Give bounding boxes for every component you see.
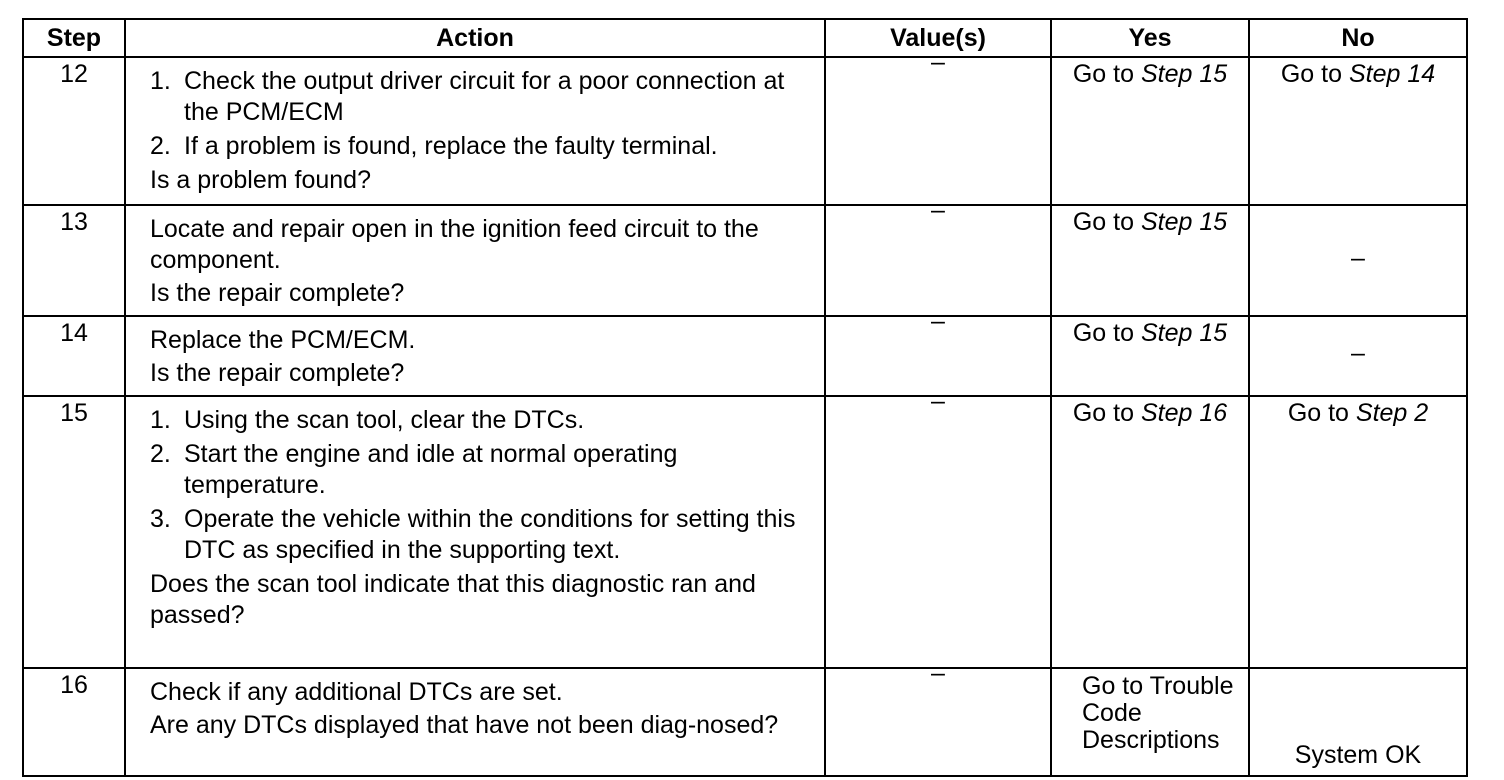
yes-cell <box>1051 396 1249 668</box>
yes-cell <box>1051 205 1249 316</box>
yes-step-link: Step 15 <box>1140 60 1228 88</box>
item-number: 1. <box>150 406 171 434</box>
step-number: 15 <box>23 396 125 668</box>
yes-cell <box>1051 316 1249 396</box>
no-cell <box>1249 396 1467 668</box>
yes-prefix: Go to <box>1072 60 1141 88</box>
table-row <box>23 57 1467 205</box>
action-cell <box>125 396 825 668</box>
item-number: 3. <box>150 505 171 533</box>
item-text: Check the output driver circuit for a poor connection at the PCM/ECM <box>184 67 785 126</box>
action-item <box>150 439 810 501</box>
no-cell <box>1249 205 1467 316</box>
item-number: 2. <box>150 132 171 160</box>
item-number: 1. <box>150 67 171 95</box>
yes-prefix: Go to <box>1072 319 1141 347</box>
action-item <box>150 504 810 566</box>
value-cell <box>825 387 1051 668</box>
value-text: – <box>931 48 945 76</box>
header-step: Step <box>23 19 125 57</box>
no-cell <box>1249 668 1467 776</box>
item-text: If a problem is found, replace the faulty terminal. <box>184 132 718 160</box>
yes-step-link: Step 15 <box>1140 208 1228 236</box>
action-question: Does the scan tool indicate that this diagnostic ran and passed? <box>150 570 756 629</box>
step-number: 12 <box>23 57 125 205</box>
step-number: 14 <box>23 316 125 396</box>
header-action: Action <box>125 19 825 57</box>
no-cell <box>1249 57 1467 205</box>
action-text: Check if any additional DTCs are set. <box>150 678 563 706</box>
value-text: – <box>931 387 945 415</box>
value-cell <box>825 196 1051 316</box>
header-row <box>23 19 1467 57</box>
no-step-link: Step 2 <box>1355 399 1429 427</box>
yes-step-link: Step 16 <box>1140 399 1228 427</box>
no-prefix: Go to <box>1280 60 1349 88</box>
action-question: Is a problem found? <box>150 166 371 194</box>
action-cell <box>125 57 825 205</box>
no-text: – <box>1351 339 1365 367</box>
action-item <box>150 66 810 128</box>
no-cell <box>1249 316 1467 396</box>
yes-cell <box>1051 57 1249 205</box>
value-text: – <box>931 196 945 224</box>
action-cell <box>125 668 825 776</box>
action-item <box>150 405 810 436</box>
action-question: Is the repair complete? <box>150 359 405 387</box>
value-cell <box>825 307 1051 396</box>
item-number: 2. <box>150 440 171 468</box>
yes-text: Go to Trouble Code Descriptions <box>1082 672 1234 754</box>
value-cell <box>825 659 1051 776</box>
yes-prefix: Go to <box>1072 399 1141 427</box>
yes-step-link: Step 15 <box>1140 319 1228 347</box>
step-number: 16 <box>23 668 125 776</box>
item-text: Operate the vehicle within the conditions for setting this DTC as specified in the supporting text. <box>184 505 796 564</box>
diagnostic-table <box>22 18 1468 777</box>
header-yes: Yes <box>1051 19 1249 57</box>
header-no: No <box>1249 19 1467 57</box>
action-text: Replace the PCM/ECM. <box>150 326 416 354</box>
action-question: Are any DTCs displayed that have not been diag-nosed? <box>150 711 779 739</box>
header-values: Value(s) <box>825 19 1051 57</box>
action-cell <box>125 316 825 396</box>
table-row <box>23 316 1467 396</box>
item-text: Using the scan tool, clear the DTCs. <box>184 406 585 434</box>
action-cell <box>125 205 825 316</box>
action-item <box>150 131 810 162</box>
item-text: Start the engine and idle at normal operating temperature. <box>184 440 678 499</box>
value-text: – <box>931 659 945 687</box>
value-text: – <box>931 307 945 335</box>
no-text: – <box>1351 243 1365 272</box>
step-number: 13 <box>23 205 125 316</box>
action-question: Is the repair complete? <box>150 279 405 307</box>
no-text: System OK <box>1294 741 1422 769</box>
value-cell <box>825 48 1051 205</box>
table-row <box>23 396 1467 668</box>
table-row <box>23 205 1467 316</box>
yes-cell <box>1051 668 1249 776</box>
table-row <box>23 668 1467 776</box>
no-step-link: Step 14 <box>1348 60 1436 88</box>
action-text: Locate and repair open in the ignition feed circuit to the component. <box>150 215 759 274</box>
no-prefix: Go to <box>1287 399 1356 427</box>
yes-prefix: Go to <box>1072 208 1141 236</box>
